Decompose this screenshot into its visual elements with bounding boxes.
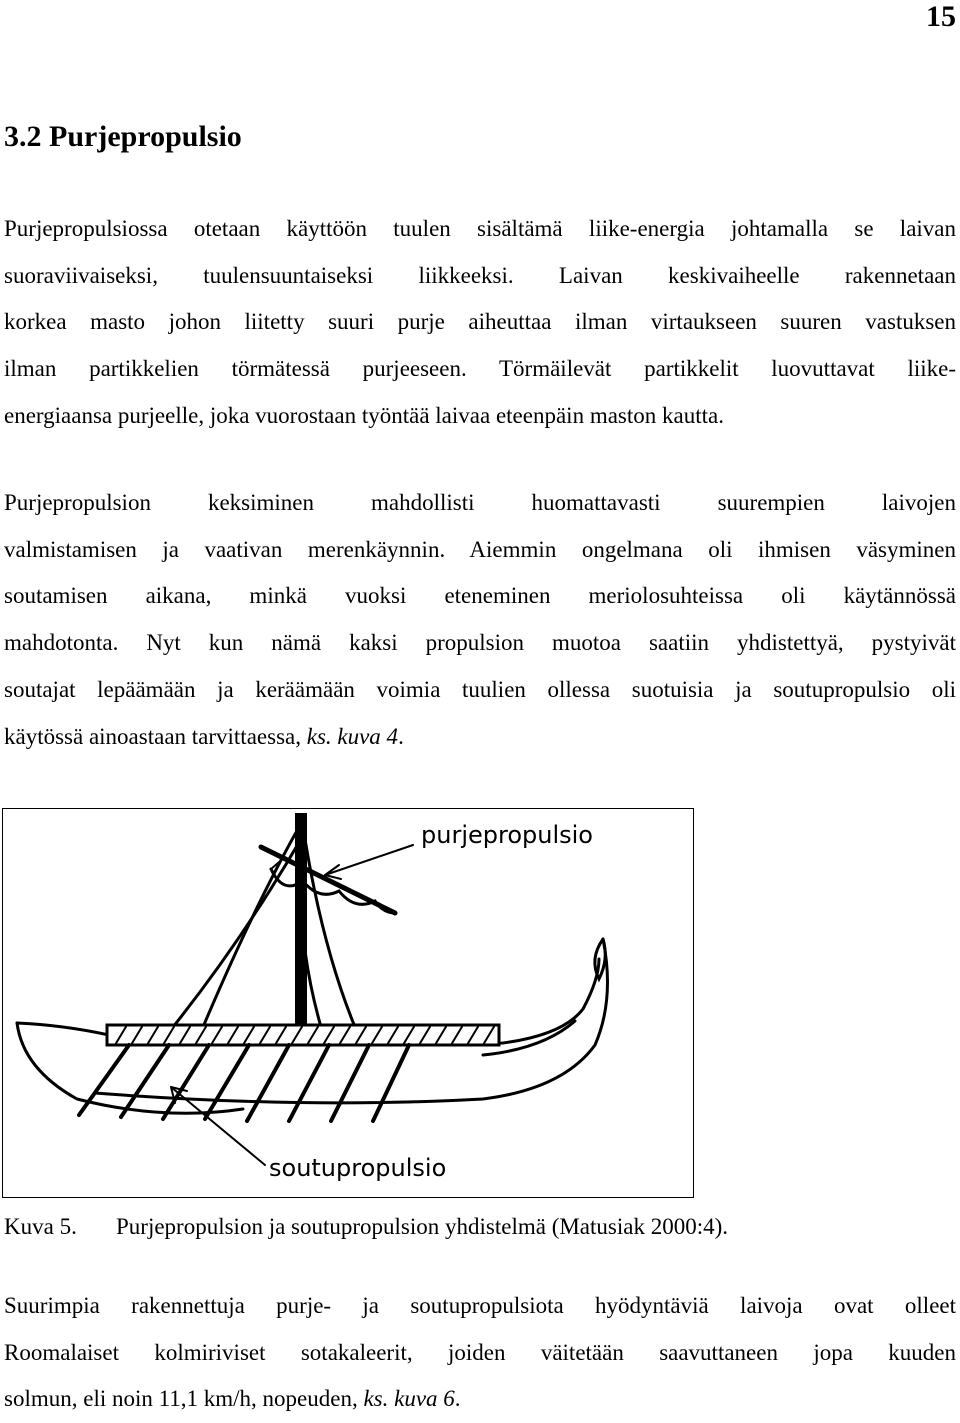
bow-curve [17,1023,109,1035]
caption-number: Kuva 5. [4,1214,77,1239]
paragraph-3 [4,1283,956,1423]
paragraph-line: soutajat lepäämään ja keräämään voimia tuulien ollessa suotuisia ja soutupropulsio oli [4,676,956,702]
ship-drawing [3,809,695,1199]
paragraph-line: mahdotonta. Nyt kun nämä kaksi propulsion muotoa saatiin yhdistettyä, pystyivät [4,630,956,656]
ship-figure [2,808,694,1198]
paragraph-line: suoraviivaiseksi, tuulensuuntaiseksi liikkeeksi. Laivan keskivaiheelle rakennetaan [4,262,956,288]
paragraph-text: käytössä ainoastaan tarvittaessa, [4,723,307,749]
paragraph-text: solmun, eli noin 11,1 km/h, nopeuden, [4,1386,364,1412]
paragraph-1 [4,206,956,440]
label-oar-propulsion: soutupropulsio [269,1154,447,1182]
paragraph-line: korkea masto johon liitetty suuri purje aiheuttaa ilman virtaukseen suuren vastuksen [4,309,956,335]
figure-caption [4,1214,728,1240]
page-number: 15 [926,0,956,33]
figure-reference: ks. kuva 4 [306,723,399,749]
figure-reference: ks. kuva 6 [363,1386,455,1412]
paragraph-last-line [4,714,956,761]
paragraph-line: Purjepropulsiossa otetaan käyttöön tuulen sisältämä liike-energia johtamalla se laivan [4,216,956,241]
paragraph-line: energiaansa purjeelle, joka vuorostaan työntää laivaa eteenpäin maston kautta. [4,402,724,428]
label-sail-propulsion: purjepropulsio [421,821,593,849]
paragraph-line: Suurimpia rakennettuja purje- ja soutupropulsiota hyödyntäviä laivoja ovat olleet [4,1293,956,1318]
paragraph-text: . [454,1386,461,1412]
paragraph-line: ilman partikkelien törmätessä purjeeseen. Törmäilevät partikkelit luovuttavat liike- [4,356,956,382]
arrow-top [325,845,413,875]
paragraph-line: Purjepropulsion keksiminen mahdollisti huomattavasti suurempien laivojen [4,490,956,515]
paragraph-2 [4,480,956,760]
paragraph-line: valmistamisen ja vaativan merenkäynnin. Aiemmin ongelmana oli ihmisen väsyminen [4,536,956,562]
rigging [173,839,301,1027]
paragraph-line: soutamisen aikana, minkä vuoksi eteneminen meriolosuhteissa oli käytännössä [4,583,956,609]
section-heading: 3.2 Purjepropulsio [4,120,242,153]
paragraph-text: . [398,723,404,749]
paragraph-line: Roomalaiset kolmiriviset sotakaleerit, joiden väitetään saavuttaneen jopa kuuden [4,1339,956,1365]
paragraph-last-line [4,1376,956,1423]
caption-text: Purjepropulsion ja soutupropulsion yhdistelmä (Matusiak 2000:4). [116,1214,729,1239]
